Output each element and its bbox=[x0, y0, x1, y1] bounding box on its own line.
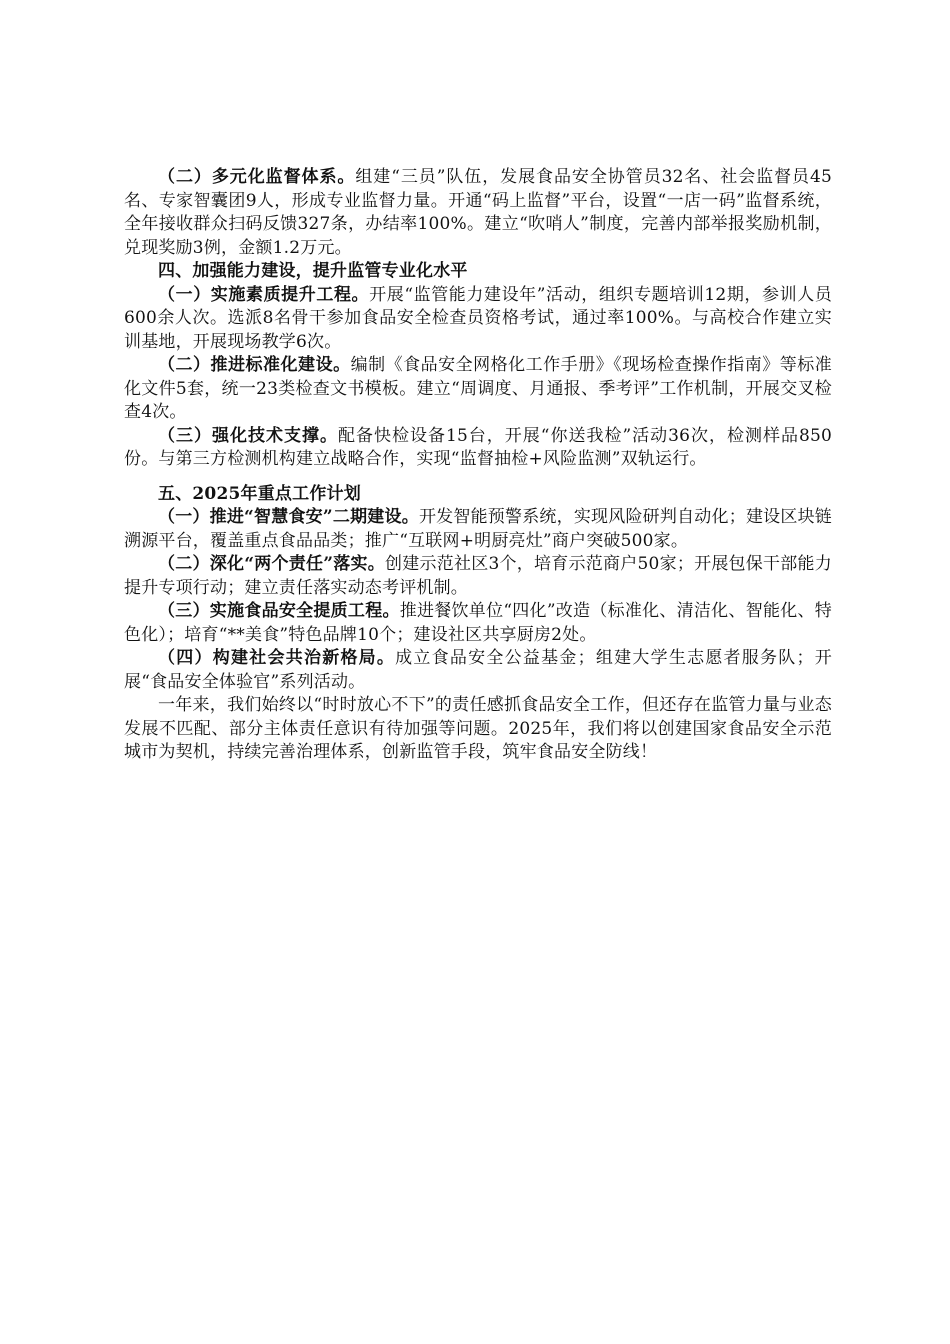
paragraph-lead: （一）推进“智慧食安”二期建设。 bbox=[158, 507, 419, 527]
paragraph-lead: （四）构建社会共治新格局。 bbox=[158, 648, 396, 668]
paragraph-text: 配备快检设备15台，开展“你送我检”活动36次，检测样品850份。与第三方检测机构建立战略合作，实现“监督抽检+风险监测”双轨运行。 bbox=[124, 425, 833, 469]
paragraph-lead: （三）实施食品安全提质工程。 bbox=[158, 601, 400, 621]
section-heading: 四、加强能力建设，提升监管专业化水平 bbox=[158, 261, 468, 281]
paragraph-text: 推进餐饮单位“四化”改造（标准化、清洁化、智能化、特色化）；培育“**美食”特色品牌10个；建设社区共享厨房2处。 bbox=[124, 601, 832, 645]
paragraph bbox=[124, 553, 832, 600]
paragraph bbox=[124, 647, 832, 694]
paragraph-lead: （三）强化技术支撑。 bbox=[158, 425, 338, 446]
section-heading: 五、2025年重点工作计划 bbox=[158, 483, 361, 504]
paragraph bbox=[124, 425, 832, 472]
paragraph bbox=[124, 506, 832, 553]
paragraph bbox=[124, 354, 832, 425]
paragraph-lead: （二）推进标准化建设。 bbox=[158, 355, 351, 375]
paragraph-text: 开发智能预警系统，实现风险研判自动化；建设区块链溯源平台，覆盖重点食品品类；推广“互联网+明厨亮灶”商户突破500家。 bbox=[124, 507, 832, 551]
paragraph-text: 创建示范社区3个，培育示范商户50家；开展包保干部能力提升专项行动；建立责任落实动态考评机制。 bbox=[124, 554, 832, 598]
paragraph-text: 开展“监管能力建设年”活动，组织专题培训12期，参训人员600余人次。选派8名骨干参加食品安全检查员资格考试，通过率100%。与高校合作建立实训基地，开展现场教学6次。 bbox=[124, 284, 832, 352]
paragraph-lead: （二）深化“两个责任”落实。 bbox=[158, 554, 385, 574]
paragraph bbox=[124, 694, 832, 765]
paragraph bbox=[124, 284, 832, 355]
paragraph-lead: （一）实施素质提升工程。 bbox=[158, 284, 370, 305]
paragraph bbox=[124, 166, 832, 260]
paragraph bbox=[124, 600, 832, 647]
paragraph-lead: （二）多元化监督体系。 bbox=[158, 167, 356, 187]
paragraph-text: 组建“三员”队伍，发展食品安全协管员32名、社会监督员45名、专家智囊团9人，形成专业监督力量。开通“码上监督”平台，设置“一店一码”监督系统，全年接收群众扫码反馈327条，办结率100%。建立“吹哨人”制度，完善内部举报奖励机制，兑现奖励3例，金额1.2万元。 bbox=[124, 167, 833, 258]
paragraph-text: 一年来，我们始终以“时时放心不下”的责任感抓食品安全工作，但还存在监管力量与业态发展不匹配、部分主体责任意识有待加强等问题。2025年，我们将以创建国家食品安全示范城市为契机，持续完善治理体系，创新监管手段，筑牢食品安全防线！ bbox=[124, 695, 832, 762]
document-body bbox=[124, 166, 832, 765]
paragraph-text: 成立食品安全公益基金；组建大学生志愿者服务队；开展“食品安全体验官”系列活动。 bbox=[124, 648, 832, 692]
paragraph-text: 编制《食品安全网格化工作手册》《现场检查操作指南》等标准化文件5套，统一23类检查文书模板。建立“周调度、月通报、季考评”工作机制，开展交叉检查4次。 bbox=[124, 355, 832, 422]
section-gap bbox=[124, 472, 832, 483]
